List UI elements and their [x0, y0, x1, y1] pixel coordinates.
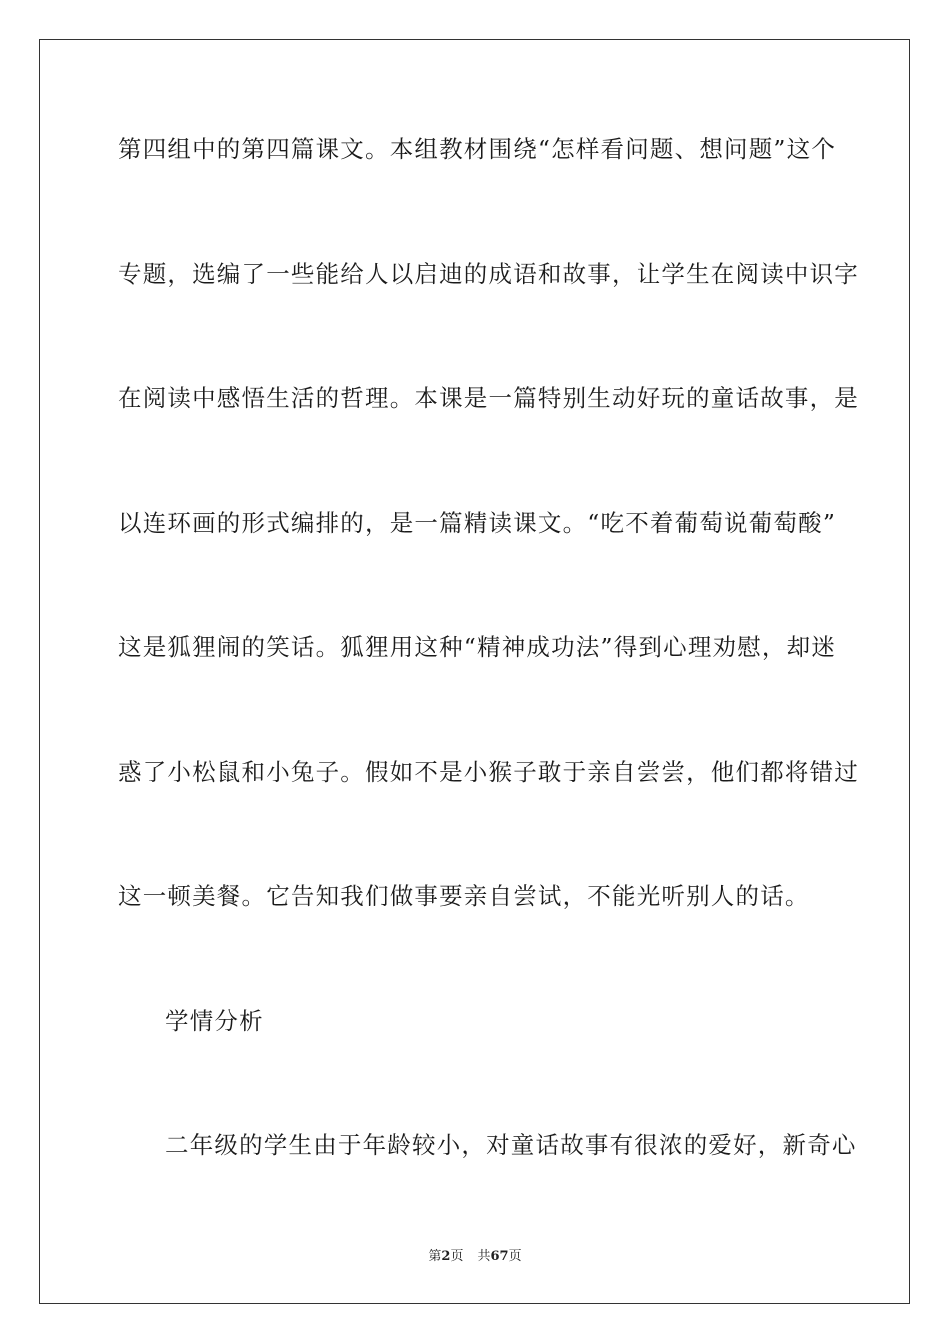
page-border [39, 39, 910, 1304]
section-first-line: 二年级的学生由于年龄较小，对童话故事有很浓的爱好，新奇心 [165, 1131, 857, 1159]
footer-total-prefix: 共 [477, 1249, 491, 1264]
paragraph-line-4: 以连环画的形式编排的，是一篇精读课文。“吃不着葡萄说葡萄酸” [118, 509, 837, 537]
footer-page-suffix: 页 [450, 1249, 464, 1264]
paragraph-line-3: 在阅读中感悟生活的哲理。本课是一篇特别生动好玩的童话故事，是 [118, 384, 859, 412]
footer-page-number: 2 [441, 1249, 451, 1264]
footer-total-pages: 67 [490, 1249, 509, 1264]
paragraph-line-5: 这是狐狸闹的笑话。狐狸用这种“精神成功法”得到心理劝慰，却迷 [118, 633, 837, 661]
footer-page-prefix: 第 [428, 1249, 442, 1264]
section-heading: 学情分析 [165, 1007, 264, 1035]
page-footer [0, 1248, 950, 1266]
paragraph-line-2: 专题，选编了一些能给人以启迪的成语和故事，让学生在阅读中识字 [118, 260, 859, 288]
paragraph-line-7: 这一顿美餐。它告知我们做事要亲自尝试，不能光听别人的话。 [118, 882, 810, 910]
paragraph-line-6: 惑了小松鼠和小兔子。假如不是小猴子敢于亲自尝尝，他们都将错过 [118, 758, 859, 786]
paragraph-line-1: 第四组中的第四篇课文。本组教材围绕“怎样看问题、想问题”这个 [118, 135, 837, 163]
footer-total-suffix: 页 [508, 1249, 522, 1264]
